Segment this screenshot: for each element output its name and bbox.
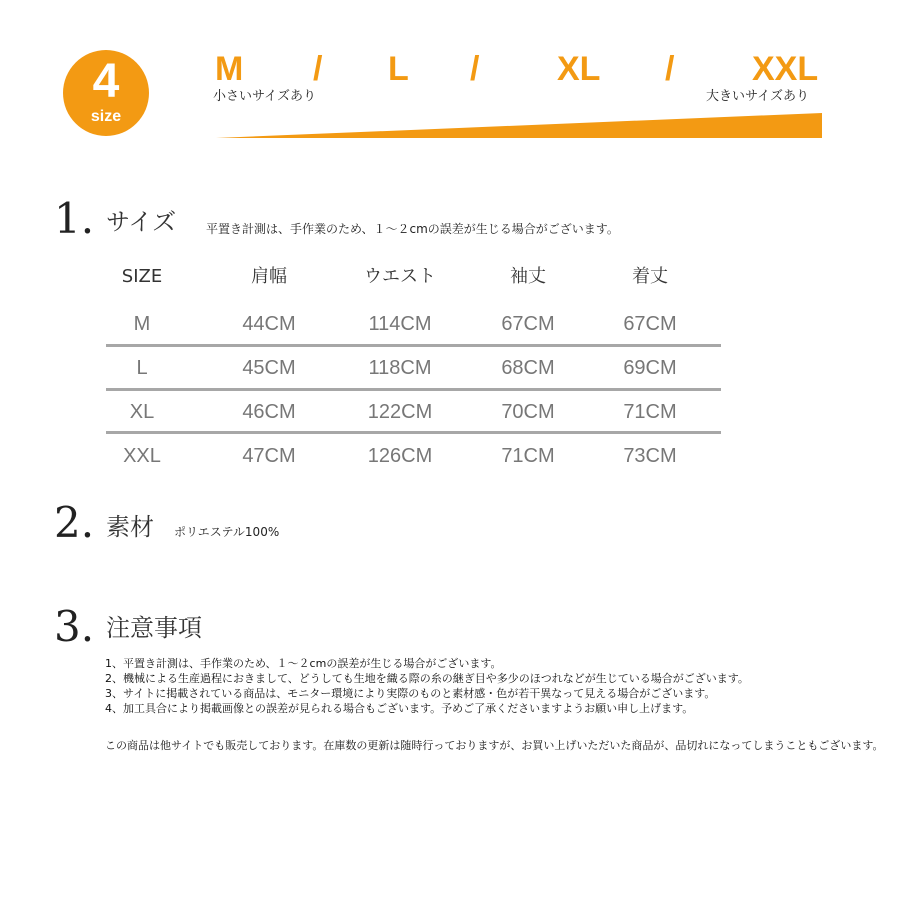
table-cell-size: XL: [129, 401, 155, 423]
section-number: 3.: [54, 602, 95, 651]
table-header-sleeve: 袖丈: [510, 266, 546, 287]
table-cell: 70CM: [501, 401, 555, 423]
table-header-size: SIZE: [121, 266, 163, 287]
table-cell: 71CM: [501, 445, 555, 467]
closing-note: この商品は他サイトでも販売しております。在庫数の更新は随時行っておりますが、お買い上げいただいた商品が、品切れになってしまうこともございます。: [105, 739, 884, 752]
table-cell: 69CM: [623, 357, 677, 379]
badge-number: 4: [92, 55, 120, 108]
section-number: 2.: [54, 498, 95, 547]
scale-size-m: M: [215, 50, 244, 88]
badge-word: size: [90, 108, 122, 125]
table-header-waist: ウエスト: [364, 266, 436, 287]
note-item: 3、サイトに掲載されている商品は、モニター環境により実際のものと素材感・色が若干異なって見える場合がございます。: [105, 687, 716, 700]
table-cell: 47CM: [242, 445, 296, 467]
row-divider: [106, 431, 721, 434]
table-cell: 71CM: [623, 401, 677, 423]
table-header-shoulder: 肩幅: [251, 266, 287, 287]
table-cell: 45CM: [242, 357, 296, 379]
table-header-length: 着丈: [632, 266, 668, 287]
table-cell: 67CM: [623, 313, 677, 335]
scale-size-l: L: [388, 50, 409, 88]
table-cell: 118CM: [368, 357, 432, 379]
table-cell-size: XXL: [123, 445, 161, 467]
large-size-note: 大きいサイズあり: [706, 89, 809, 104]
measurement-note: 平置き計測は、手作業のため、１～２cmの誤差が生じる場合がございます。: [206, 222, 619, 236]
note-item: 2、機械による生産過程におきまして、どうしても生地を織る際の糸の継ぎ目や多少のほつれなどが生じている場合がございます。: [105, 672, 749, 685]
table-cell: 67CM: [501, 313, 555, 335]
section-number: 1.: [54, 194, 95, 243]
section-title: 素材: [106, 513, 154, 541]
table-cell-size: M: [133, 313, 151, 335]
row-divider: [106, 388, 721, 391]
table-cell: 126CM: [367, 445, 433, 467]
row-divider: [106, 344, 721, 347]
table-cell: 46CM: [242, 401, 296, 423]
scale-separator: /: [665, 50, 675, 88]
table-cell-size: L: [136, 357, 148, 379]
table-cell: 68CM: [501, 357, 555, 379]
small-size-note: 小さいサイズあり: [213, 89, 316, 104]
scale-size-xl: XL: [557, 50, 601, 88]
material-value: ポリエステル100%: [174, 525, 280, 539]
table-cell: 73CM: [623, 445, 677, 467]
section-title: サイズ: [106, 208, 177, 236]
table-cell: 122CM: [367, 401, 433, 423]
section-title: 注意事項: [106, 614, 202, 642]
table-cell: 114CM: [368, 313, 432, 335]
scale-separator: /: [470, 50, 480, 88]
scale-size-xxl: XXL: [752, 50, 819, 88]
note-item: 4、加工具合により掲載画像との誤差が見られる場合もございます。予めご了承くださいますようお願い申し上げます。: [105, 702, 694, 715]
note-item: 1、平置き計測は、手作業のため、１～２cmの誤差が生じる場合がございます。: [105, 657, 502, 670]
scale-separator: /: [313, 50, 323, 88]
table-cell: 44CM: [242, 313, 296, 335]
size-count-badge: [63, 50, 149, 136]
size-scale-wedge: [210, 108, 825, 142]
notes-list: [105, 656, 885, 716]
